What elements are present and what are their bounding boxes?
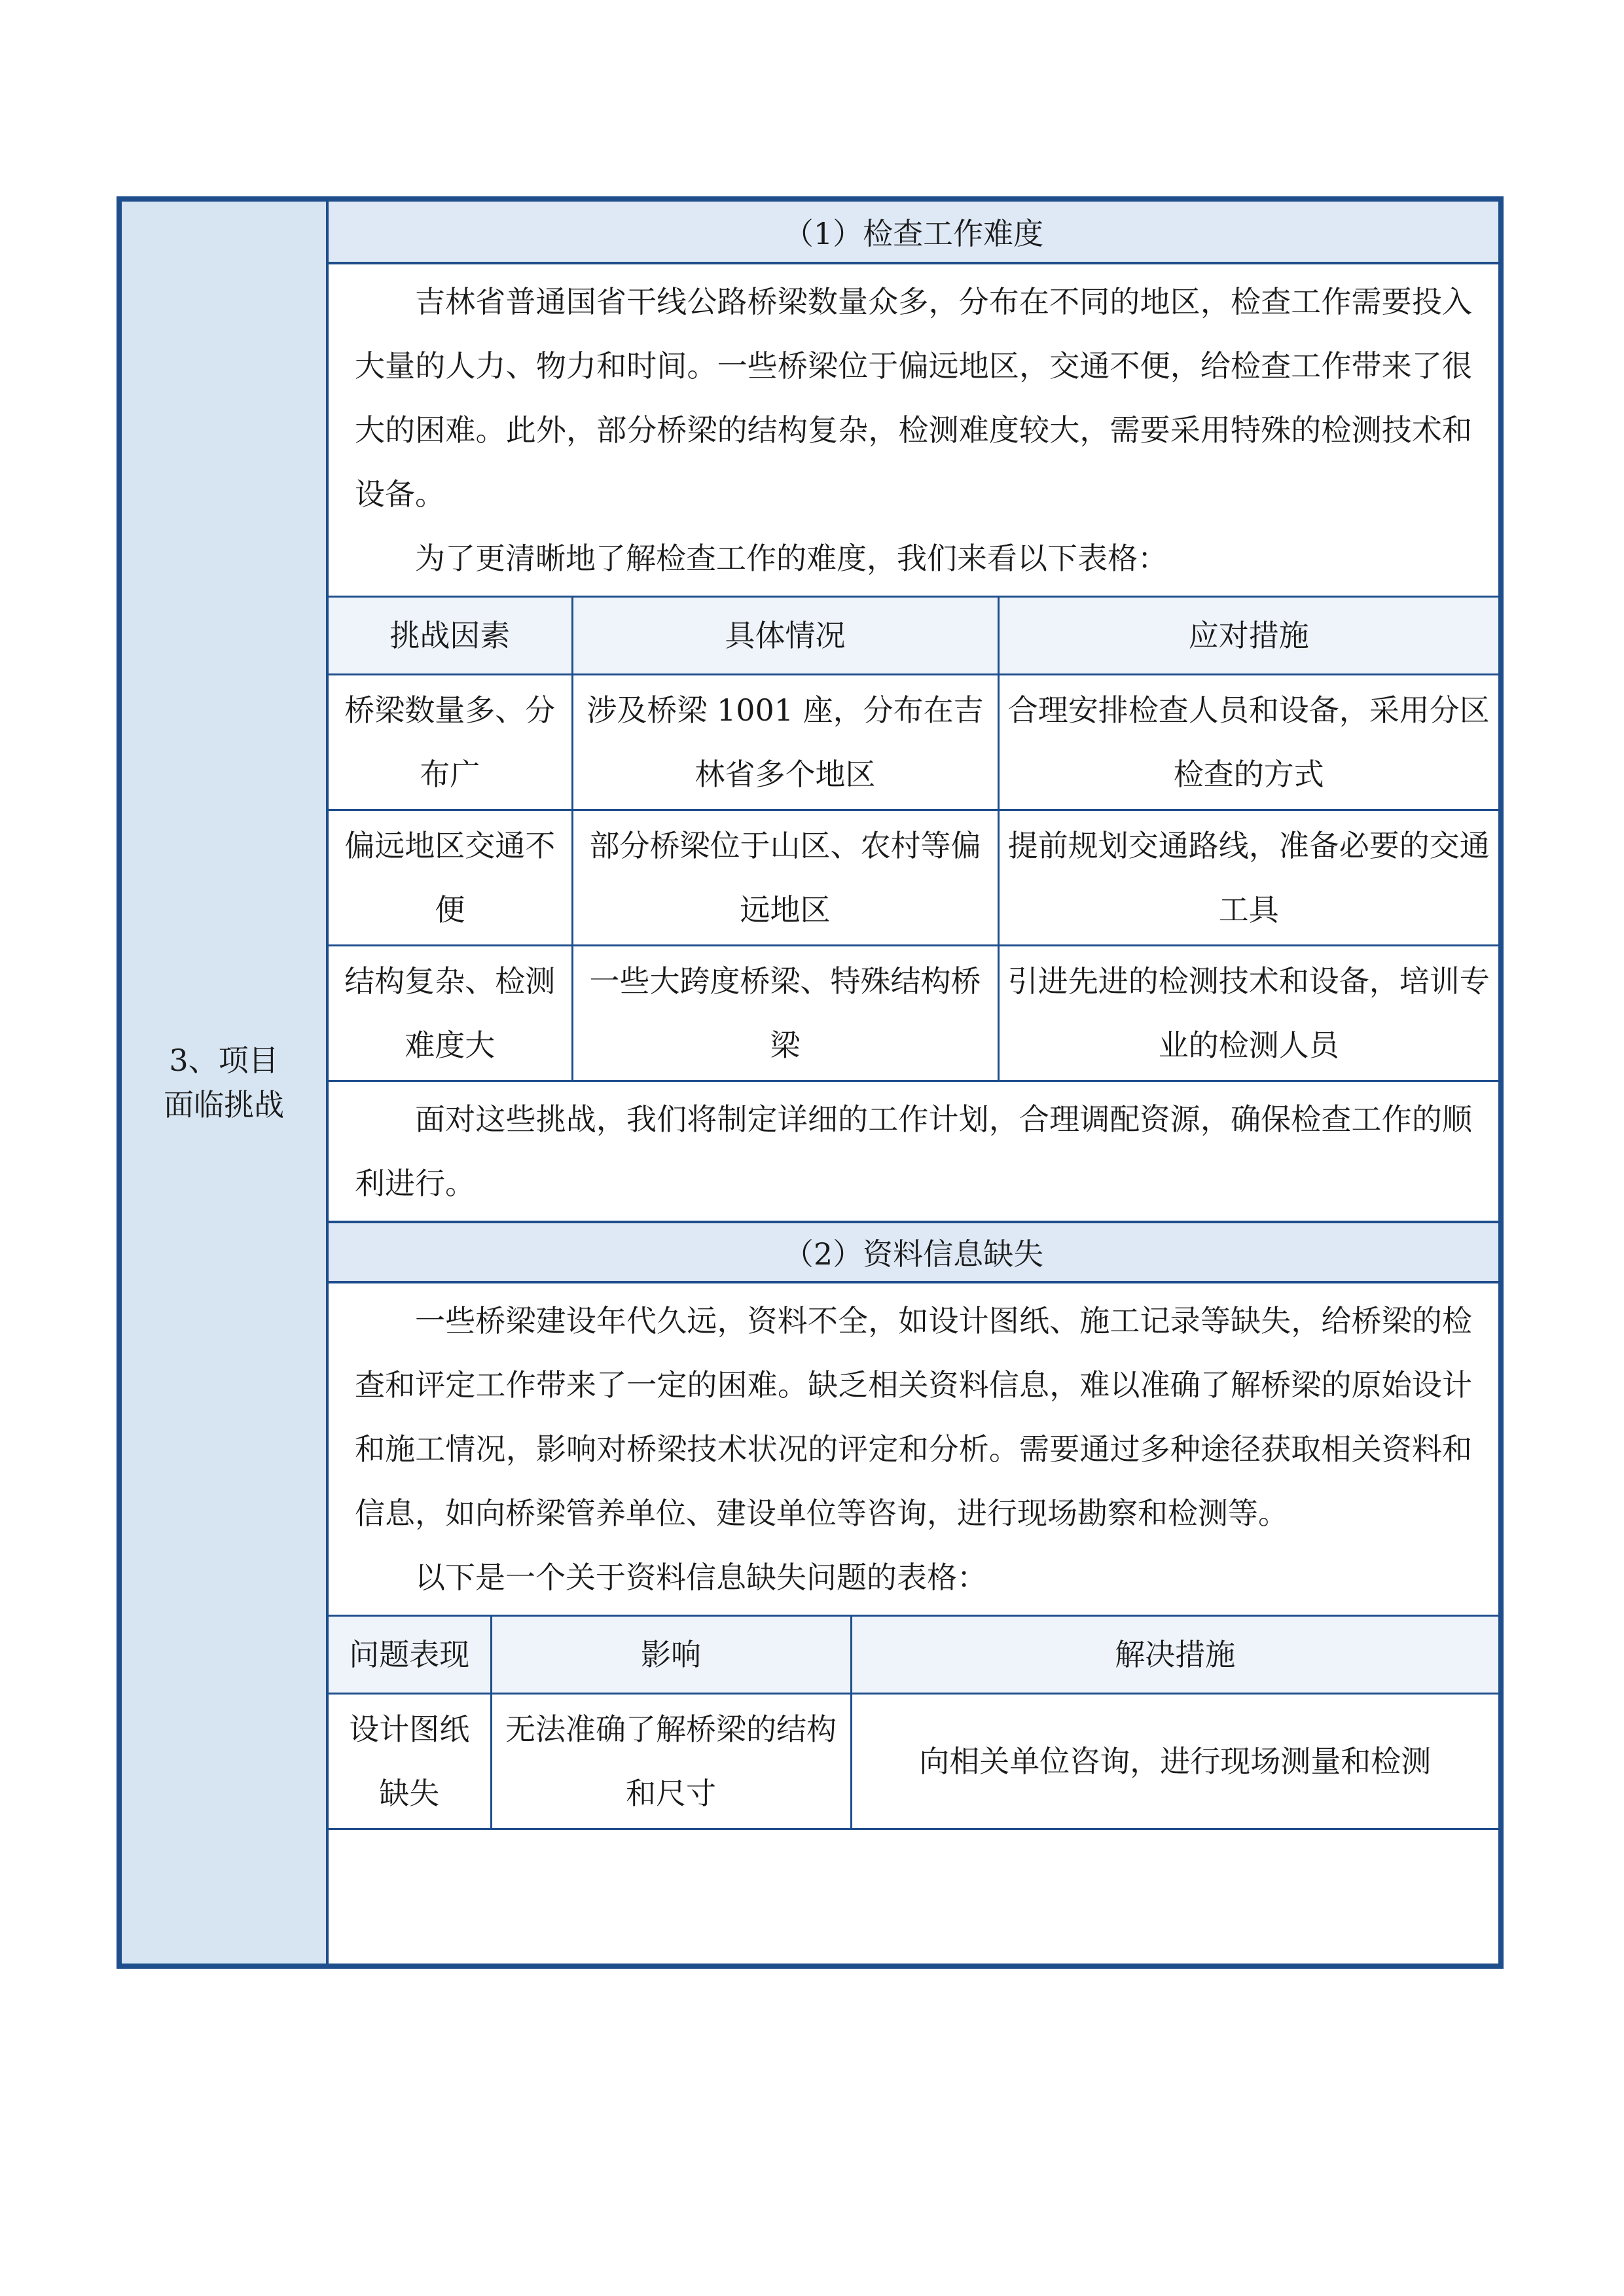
table-cell: 引进先进的检测技术和设备，培训专业的检测人员 (998, 946, 1498, 1081)
table-cell: 无法准确了解桥梁的结构和尺寸 (491, 1694, 851, 1829)
category-label: 3、项目面临挑战 (164, 1043, 284, 1122)
content-column (329, 202, 1498, 1964)
table-cell: 涉及桥梁 1001 座，分布在吉林省多个地区 (572, 675, 998, 810)
table-row (329, 946, 1498, 1081)
challenge-table (329, 596, 1498, 1082)
table-cell: 部分桥梁位于山区、农村等偏远地区 (572, 810, 998, 946)
outer-table (117, 196, 1504, 1969)
table-row (329, 1694, 1498, 1829)
table-cell: 提前规划交通路线，准备必要的交通工具 (998, 810, 1498, 946)
section1-text (329, 264, 1498, 596)
section2-heading: （2）资料信息缺失 (329, 1221, 1498, 1283)
table-cell: 一些大跨度桥梁、特殊结构桥梁 (572, 946, 998, 1081)
table-cell: 结构复杂、检测难度大 (329, 946, 572, 1081)
column-header: 具体情况 (572, 597, 998, 675)
section2-paragraph-1: 一些桥梁建设年代久远，资料不全，如设计图纸、施工记录等缺失，给桥梁的检查和评定工作带来了一定的困难。缺乏相关资料信息，难以准确了解桥梁的原始设计和施工情况，影响对桥梁技术状况的评定和分析。需要通过多种途径获取相关资料和信息，如向桥梁管养单位、建设单位等咨询，进行现场勘察和检测等。 (355, 1303, 1472, 1531)
column-header: 挑战因素 (329, 597, 572, 675)
section1-closing: 面对这些挑战，我们将制定详细的工作计划，合理调配资源，确保检查工作的顺利进行。 (355, 1102, 1472, 1201)
column-header: 影响 (491, 1616, 851, 1694)
table-header-row (329, 1616, 1498, 1694)
section2-paragraph-2: 以下是一个关于资料信息缺失问题的表格： (415, 1560, 987, 1595)
table-row (329, 675, 1498, 810)
table-cell: 偏远地区交通不便 (329, 810, 572, 946)
section2-text (329, 1283, 1498, 1615)
left-category-cell (122, 202, 329, 1964)
column-header: 应对措施 (998, 597, 1498, 675)
missing-info-table (329, 1615, 1498, 1830)
section1-closing-block (329, 1082, 1498, 1221)
table-cell: 桥梁数量多、分布广 (329, 675, 572, 810)
section1-paragraph-2: 为了更清晰地了解检查工作的难度，我们来看以下表格： (415, 541, 1168, 576)
table-header-row (329, 597, 1498, 675)
table-cell: 合理安排检查人员和设备，采用分区检查的方式 (998, 675, 1498, 810)
table-row (329, 810, 1498, 946)
section1-paragraph-1: 吉林省普通国省干线公路桥梁数量众多，分布在不同的地区，检查工作需要投入大量的人力、物力和时间。一些桥梁位于偏远地区，交通不便，给检查工作带来了很大的困难。此外，部分桥梁的结构复杂，检测难度较大，需要采用特殊的检测技术和设备。 (355, 284, 1472, 512)
section1-heading: （1）检查工作难度 (329, 202, 1498, 264)
table-cell: 设计图纸缺失 (329, 1694, 491, 1829)
table-cell: 向相关单位咨询，进行现场测量和检测 (851, 1694, 1498, 1829)
column-header: 问题表现 (329, 1616, 491, 1694)
column-header: 解决措施 (851, 1616, 1498, 1694)
